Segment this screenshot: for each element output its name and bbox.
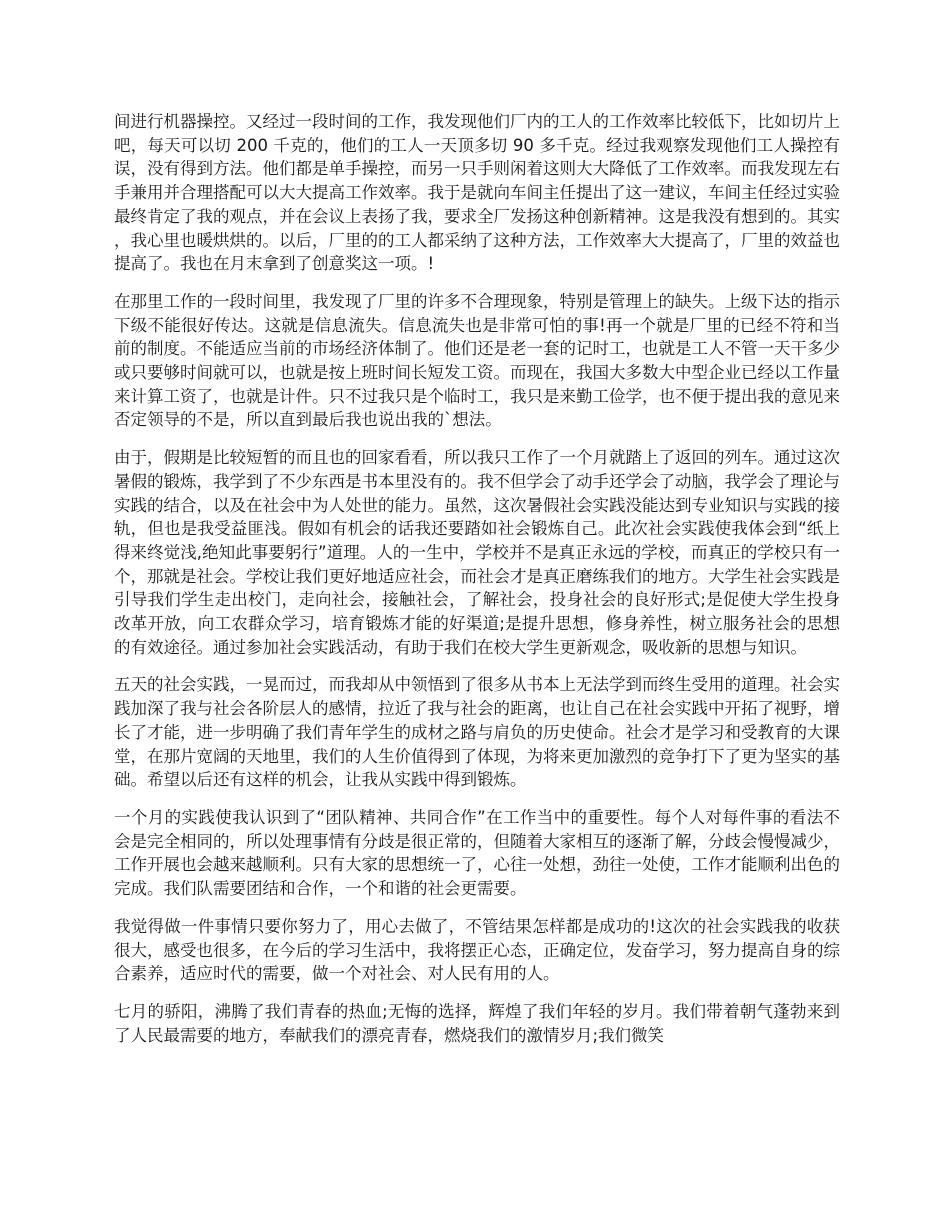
paragraph-2: 在那里工作的一段时间里，我发现了厂里的许多不合理现象，特别是管理上的缺失。上级下达的指示下级不能很好传达。这就是信息流失。信息流失也是非常可怕的事!再一个就是厂里的已经不符和当前的制度。不能适应当前的市场经济体制了。他们还是老一套的记时工，也就是工人不管一天干多少或只要够时间就可以，也就是按上班时间长短发工资。而现在，我国大多数大中型企业已经以工作量来计算工资了，也就是计件。只不过我只是个临时工，我只是来勤工俭学，也不便于提出我的意见来否定领导的不是，所以直到最后我也说出我的`想法。 [114, 291, 840, 430]
paragraph-1: 间进行机器操控。又经过一段时间的工作，我发现他们厂内的工人的工作效率比较低下，比如切片上吧，每天可以切 200 千克的，他们的工人一天顶多切 90 多千克。经过我观察发现他们工人操控有误，没有得到方法。他们都是单手操控，而另一只手则闲着这则大大降低了工作效率。而我发现左右手兼用并合理搭配可以大大提高工作效率。我于是就向车间主任提出了这一建议，车间主任经过实验最终肯定了我的观点，并在会议上表扬了我，要求全厂发扬这种创新精神。这是我没有想到的。其实，我心里也暖烘烘的。以后，厂里的的工人都采纳了这种方法，工作效率大大提高了，厂里的效益也提高了。我也在月末拿到了创意奖这一项。! [114, 112, 840, 274]
document-body [114, 110, 840, 1061]
paragraph-3: 由于，假期是比较短暂的而且也的回家看看，所以我只工作了一个月就踏上了返回的列车。通过这次暑假的锻炼，我学到了不少东西是书本里没有的。我不但学会了动手还学会了动脑，我学会了理论与实践的结合，以及在社会中为人处世的能力。虽然，这次暑假社会实践没能达到专业知识与实践的接轨，但也是我受益匪浅。假如有机会的话我还要踏如社会锻炼自己。此次社会实践使我体会到“纸上得来终觉浅,绝知此事要躬行”道理。人的一生中，学校并不是真正永远的学校，而真正的学校只有一个，那就是社会。学校让我们更好地适应社会，而社会才是真正磨练我们的地方。大学生社会实践是引导我们学生走出校门，走向社会，接触社会，了解社会，投身社会的良好形式;是促使大学生投身改革开放，向工农群众学习，培育锻炼才能的好渠道;是提升思想，修身养性，树立服务社会的思想的有效途径。通过参加社会实践活动，有助于我们在校大学生更新观念，吸收新的思想与知识。 [114, 448, 840, 657]
paragraph-6: 我觉得做一件事情只要你努力了，用心去做了，不管结果怎样都是成功的!这次的社会实践我的收获很大，感受也很多，在今后的学习生活中，我将摆正心态，正确定位，发奋学习，努力提高自身的综合素养，适应时代的需要，做一个对社会、对人民有用的人。 [114, 916, 840, 984]
paragraph-5: 一个月的实践使我认识到了“团队精神、共同合作”在工作当中的重要性。每个人对每件事的看法不会是完全相同的，所以处理事情有分歧是很正常的，但随着大家相互的逐渐了解，分歧会慢慢减少，工作开展也会越来越顺利。只有大家的思想统一了，心往一处想，劲往一处使，工作才能顺利出色的完成。我们队需要团结和合作，一个和谐的社会更需要。 [114, 807, 840, 899]
paragraph-7: 七月的骄阳，沸腾了我们青春的热血;无悔的选择，辉煌了我们年轻的岁月。我们带着朝气蓬勃来到了人民最需要的地方，奉献我们的漂亮青春，燃烧我们的激情岁月;我们微笑 [114, 1001, 840, 1045]
paragraph-4: 五天的社会实践，一晃而过，而我却从中领悟到了很多从书本上无法学到而终生受用的道理。社会实践加深了我与社会各阶层人的感情，拉近了我与社会的距离，也让自己在社会实践中开拓了视野，增长了才能，进一步明确了我们青年学生的成材之路与肩负的历史使命。社会才是学习和受教育的大课堂，在那片宽阔的天地里，我们的人生价值得到了体现，为将来更加激烈的竞争打下了更为坚实的基础。希望以后还有这样的机会，让我从实践中得到锻炼。 [114, 675, 840, 790]
